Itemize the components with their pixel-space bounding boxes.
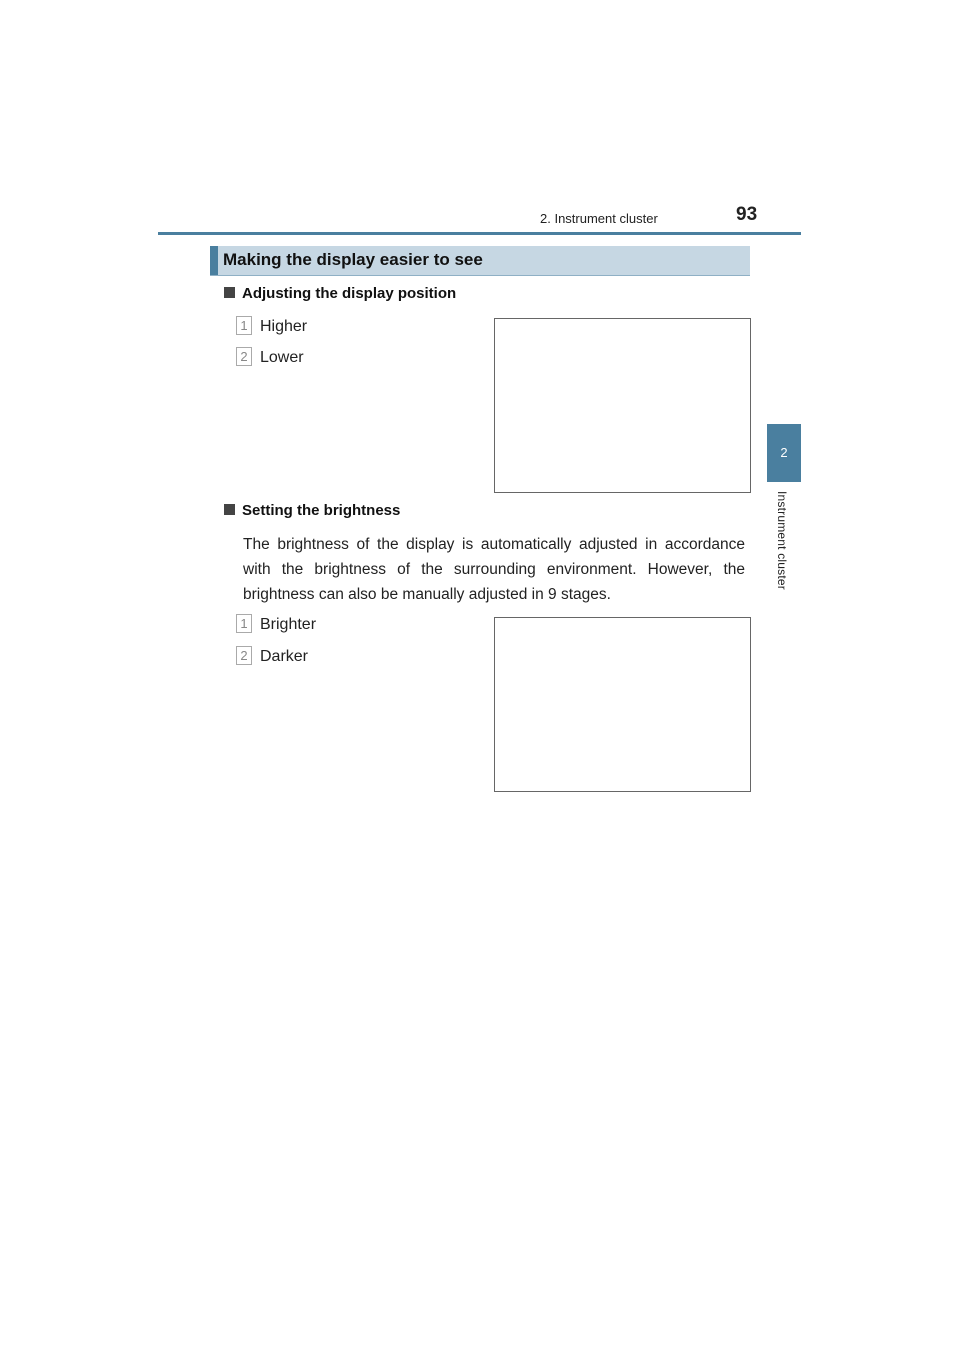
subheading-text: Adjusting the display position bbox=[242, 285, 457, 302]
section-title: Making the display easier to see bbox=[223, 250, 483, 269]
chapter-tab-label: Instrument cluster bbox=[775, 491, 789, 590]
step-label: Lower bbox=[260, 349, 304, 366]
step-number-badge: 2 bbox=[236, 646, 252, 665]
chapter-tab: 2 bbox=[767, 424, 801, 482]
step-label: Brighter bbox=[260, 616, 317, 633]
step-number-badge: 2 bbox=[236, 347, 252, 366]
square-bullet-icon bbox=[224, 287, 235, 298]
subheading-text: Setting the brightness bbox=[242, 502, 401, 519]
step-item bbox=[236, 614, 316, 634]
square-bullet-icon bbox=[224, 504, 235, 515]
step-item bbox=[236, 646, 308, 666]
step-item bbox=[236, 347, 304, 367]
section-heading-band bbox=[210, 246, 750, 276]
page-number: 93 bbox=[736, 204, 758, 225]
step-number-badge: 1 bbox=[236, 316, 252, 335]
subheading-display-position bbox=[224, 285, 456, 302]
subheading-brightness bbox=[224, 502, 400, 519]
step-label: Darker bbox=[260, 648, 309, 665]
figure-display-position bbox=[494, 318, 751, 493]
step-number-badge: 1 bbox=[236, 614, 252, 633]
brightness-description: The brightness of the display is automatically adjusted in accordance with the brightness of the surrounding environment. However, the brightness can also be manually adjusted in 9 stages. bbox=[243, 536, 745, 603]
figure-brightness bbox=[494, 617, 751, 792]
section-heading-accent bbox=[210, 246, 218, 275]
step-item bbox=[236, 316, 307, 336]
header-rule bbox=[158, 232, 801, 235]
running-header-section: 2. Instrument cluster bbox=[540, 211, 658, 226]
step-label: Higher bbox=[260, 318, 308, 335]
